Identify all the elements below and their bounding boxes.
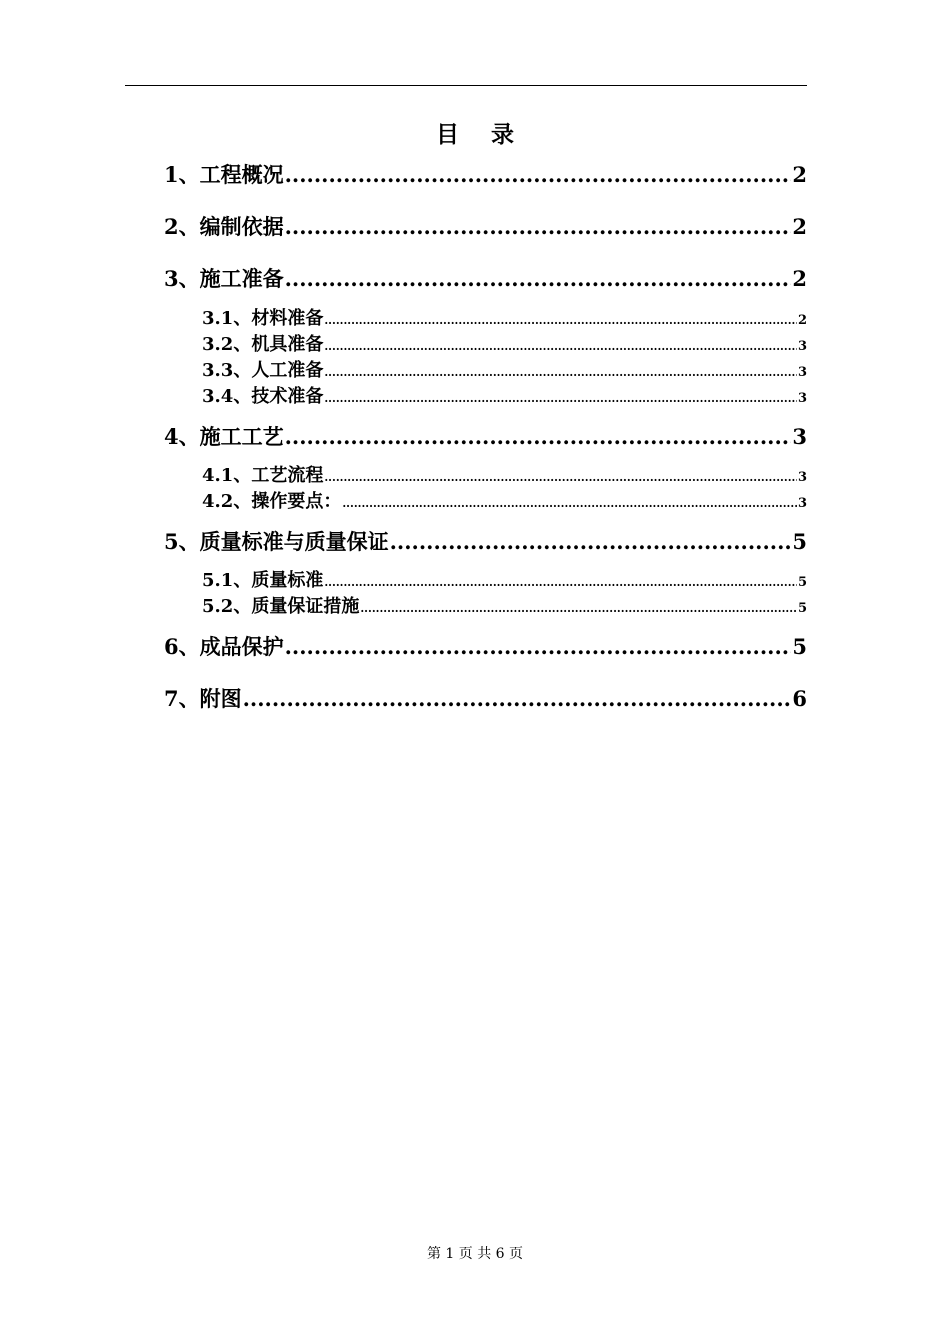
toc-entry-3-4[interactable] — [202, 385, 807, 411]
toc-entry-3-1[interactable] — [202, 307, 807, 333]
toc-entry-label: 3、施工准备 — [164, 266, 284, 291]
toc-entry-page: 2 — [797, 313, 807, 328]
toc-entry-2[interactable] — [164, 212, 807, 242]
toc-entry-page: 2 — [792, 162, 807, 187]
toc-leader-dots — [285, 422, 792, 452]
toc-entry-5[interactable] — [164, 527, 807, 557]
toc-leader-dots — [285, 160, 792, 190]
toc-leader-dots — [342, 492, 797, 516]
toc-entry-page: 3 — [792, 424, 807, 449]
toc-entry-page: 3 — [797, 470, 807, 485]
toc-leader-dots — [360, 597, 797, 621]
toc-entry-page: 3 — [797, 391, 807, 406]
toc-entry-label: 3.3、人工准备 — [202, 360, 324, 381]
toc-entry-6[interactable] — [164, 632, 807, 662]
toc-entry-label: 3.2、机具准备 — [202, 334, 324, 355]
toc-entry-label: 5、质量标准与质量保证 — [164, 529, 389, 554]
toc-entry-5-2[interactable] — [202, 595, 807, 621]
toc-entry-label: 4、施工工艺 — [164, 424, 284, 449]
toc-entry-label: 4.1、工艺流程 — [202, 465, 324, 486]
toc-title: 目 录 — [435, 121, 515, 148]
toc-entry-label: 2、编制依据 — [164, 214, 284, 239]
toc-leader-dots — [390, 527, 792, 557]
toc-leader-dots — [285, 264, 792, 294]
toc-leader-dots — [285, 212, 792, 242]
toc-entry-page: 2 — [792, 266, 807, 291]
toc-leader-dots — [324, 571, 797, 595]
page-footer: 第 1 页 共 6 页 — [426, 1246, 524, 1262]
toc-entry-page: 3 — [797, 496, 807, 511]
toc-entry-3-2[interactable] — [202, 333, 807, 359]
toc-entry-page: 5 — [792, 529, 807, 554]
toc-entry-label: 3.1、材料准备 — [202, 308, 324, 329]
toc-entry-label: 4.2、操作要点： — [202, 491, 342, 512]
toc-entry-label: 6、成品保护 — [164, 634, 284, 659]
toc-leader-dots — [243, 684, 792, 714]
toc-leader-dots — [324, 361, 797, 385]
toc-entry-page: 5 — [792, 634, 807, 659]
toc-entry-page: 2 — [792, 214, 807, 239]
toc-entry-label: 5.1、质量标准 — [202, 570, 324, 591]
toc-entry-4[interactable] — [164, 422, 807, 452]
toc-entry-5-1[interactable] — [202, 569, 807, 595]
toc-entry-label: 3.4、技术准备 — [202, 386, 324, 407]
toc-entry-page: 6 — [792, 686, 807, 711]
toc-leader-dots — [324, 387, 797, 411]
toc-leader-dots — [324, 335, 797, 359]
toc-entry-3[interactable] — [164, 264, 807, 294]
toc-entry-page: 5 — [797, 575, 807, 590]
toc-entry-1[interactable] — [164, 160, 807, 190]
toc-entry-label: 7、附图 — [164, 686, 242, 711]
toc-leader-dots — [324, 466, 797, 490]
toc-entry-3-3[interactable] — [202, 359, 807, 385]
toc-entry-7[interactable] — [164, 684, 807, 714]
toc-entry-label: 1、工程概况 — [164, 162, 284, 187]
toc-leader-dots — [324, 309, 797, 333]
toc-entry-4-2[interactable] — [202, 490, 807, 516]
toc-leader-dots — [285, 632, 792, 662]
toc-entry-page: 3 — [797, 339, 807, 354]
header-rule — [125, 85, 807, 86]
toc-entry-page: 5 — [797, 601, 807, 616]
toc-entry-label: 5.2、质量保证措施 — [202, 596, 360, 617]
toc-entry-4-1[interactable] — [202, 464, 807, 490]
toc-entry-page: 3 — [797, 365, 807, 380]
